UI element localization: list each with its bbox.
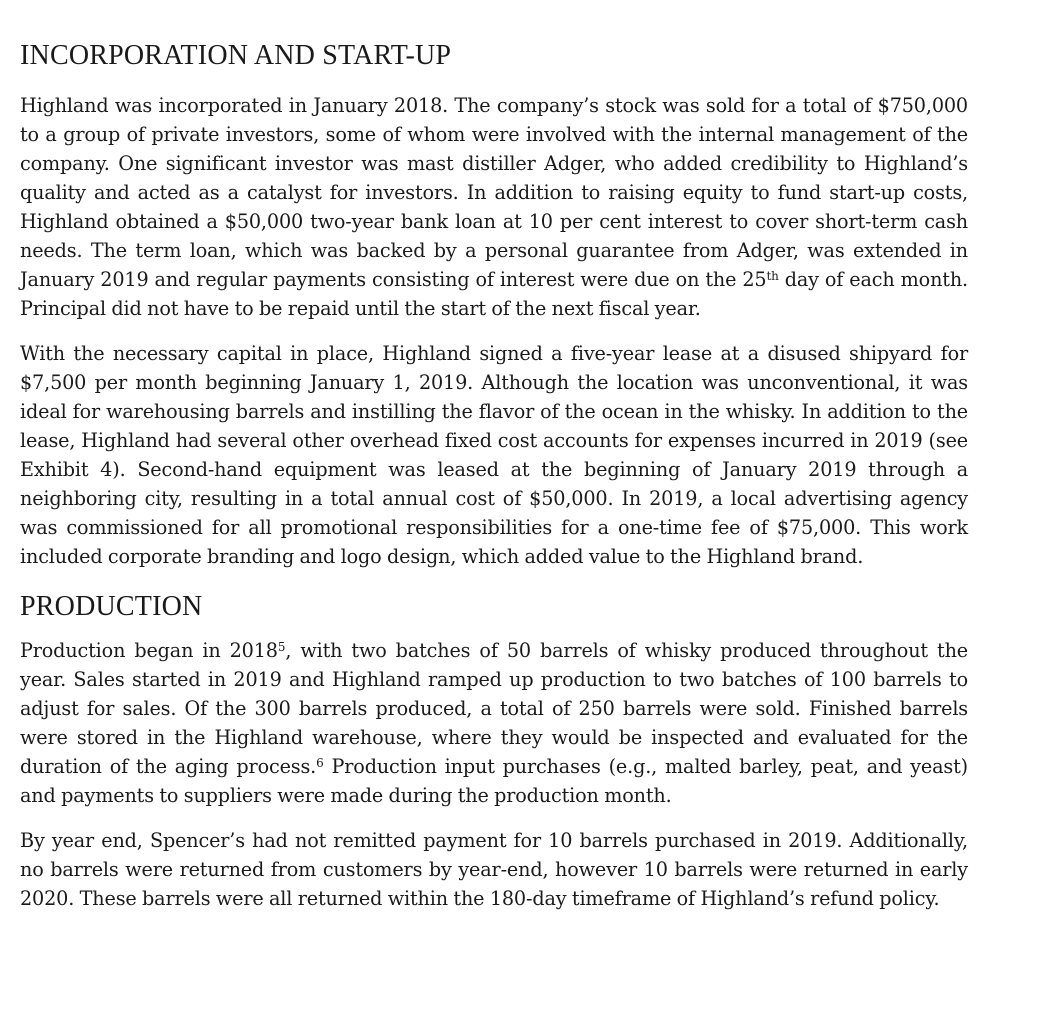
paragraph-text: day of each month. Principal did not have to be repaid until the start of the next fiscal year. <box>20 268 968 320</box>
superscript-ordinal: th <box>766 269 779 283</box>
document-page <box>20 38 968 913</box>
paragraph-text: , with two batches of 50 barrels of whisky produced throughout the year. Sales started in 2019 and Highland ramped up production to two batches of 100 barrels to adjust for sales. Of the 300 barrels produced, a total of 250 barrels were sold. Finished barrels were stored in the Highland warehouse, where they would be inspected and evaluated for the duration of the aging process. <box>20 639 968 778</box>
paragraph-text: Production began in 2018 <box>20 639 278 662</box>
section-heading-incorporation: INCORPORATION AND START-UP <box>20 40 452 71</box>
paragraph-text: Highland was incorporated in January 2018. The company’s stock was sold for a total of $750,000 to a group of private investors, some of whom were involved with the internal management of the company. One significant investor was mast distiller Adger, who added credibility to Highland’s quality and acted as a catalyst for investors. In addition to raising equity to fund start-up costs, Highland obtained a $50,000 two-year bank loan at 10 per cent interest to cover short-term cash needs. The term loan, which was backed by a personal guarantee from Adger, was extended in January 2019 and regular payments consisting of interest were due on the 25 <box>20 94 968 291</box>
paragraph-incorporation-1 <box>20 91 968 323</box>
footnote-ref-6[interactable]: 6 <box>316 756 324 770</box>
section-heading-production: PRODUCTION <box>20 591 203 622</box>
paragraph-production-2: By year end, Spencer’s had not remitted payment for 10 barrels purchased in 2019. Additionally, no barrels were returned from customers by year-end, however 10 barrels were returned in early 2020. These barrels were all returned within the 180-day timeframe of Highland’s refund policy. <box>20 829 968 910</box>
paragraph-text: Production input purchases (e.g., malted barley, peat, and yeast) and payments to suppliers were made during the production month. <box>20 755 968 807</box>
paragraph-production-1 <box>20 636 968 810</box>
paragraph-incorporation-2: With the necessary capital in place, Highland signed a five-year lease at a disused shipyard for $7,500 per month beginning January 1, 2019. Although the location was unconventional, it was ideal for warehousing barrels and instilling the flavor of the ocean in the whisky. In addition to the lease, Highland had several other overhead fixed cost accounts for expenses incurred in 2019 (see Exhibit 4). Second-hand equipment was leased at the beginning of January 2019 through a neighboring city, resulting in a total annual cost of $50,000. In 2019, a local advertising agency was commissioned for all promotional responsibilities for a one-time fee of $75,000. This work included corporate branding and logo design, which added value to the Highland brand. <box>20 342 968 568</box>
footnote-ref-5[interactable]: 5 <box>277 640 286 654</box>
